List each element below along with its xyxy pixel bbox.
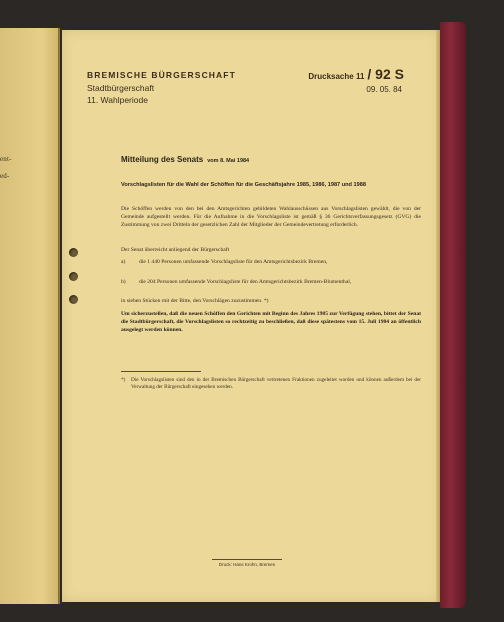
footnote-text: Die Vorschlagslisten sind den in der Bremischen Bürgerschaft vertretenen Fraktionen zugeleitet worden und können außerdem bei der Verwaltung der Bürgerschaft eingesehen werden. (131, 377, 421, 391)
left-page-fragment: ed- (0, 172, 10, 180)
body-paragraph: Die Schöffen werden von den bei den Amtsgerichten gebildeten Wahlausschüssen aus Vorschlagslisten gewählt, die von der Gemeinde aufgestellt werden. Für die Aufnahme in die Vorschlagsliste ist gemäß § 36 Gerichtsverfassungsgesetz (GVG) die Zustimmung von zwei Dritteln der gesetzlichen Zahl der Mitglieder der Gemeindevertretung erforderlich. (121, 206, 421, 228)
document-page (62, 30, 440, 602)
org-name: BREMISCHE BÜRGERSCHAFT (87, 70, 236, 80)
punch-hole (69, 272, 78, 281)
drucksache-label: Drucksache 11 (308, 72, 365, 81)
list-text: die 1 440 Personen umfassende Vorschlagsliste für den Amtsgerichtsbezirk Bremen, (139, 259, 328, 265)
drucksache-id (308, 66, 404, 82)
footnote-rule (121, 371, 201, 372)
left-page-fragment: ent- (0, 155, 12, 163)
body-paragraph: in sieben Stücken mit der Bitte, den Vorschlägen zuzustimmen. *) (121, 298, 269, 304)
election-period: 11. Wahlperiode (87, 95, 148, 105)
chamber-name: Stadtbürgerschaft (87, 83, 155, 93)
notice-date: vom 8. Mai 1984 (207, 158, 250, 164)
drucksache-number: / 92 S (367, 66, 404, 82)
punch-hole (69, 248, 78, 257)
notice-title: Mitteilung des Senats (121, 155, 204, 164)
list-text: die 204 Personen umfassende Vorschlagsliste für den Amtsgerichtsbezirk Bremen-Blumenthal, (139, 279, 352, 285)
list-item (121, 259, 421, 267)
list-item (121, 279, 421, 287)
notice-heading (121, 155, 249, 164)
binder-cover (440, 22, 466, 608)
page-edge (436, 30, 440, 602)
footnote-marker: *) (121, 377, 126, 383)
list-marker: b) (121, 279, 126, 285)
list-marker: a) (121, 259, 126, 265)
body-paragraph-bold: Um sicherzustellen, daß die neuen Schöffen den Gerichten mit Beginn des Jahres 1985 zur Verfügung stehen, bittet der Senat die Stadtbürgerschaft, die Vorschlagslisten so rechtzeitig zu beschließen, daß diese spätestens vom 15. Juli 1984 an öffentlich ausgelegt werden können. (121, 311, 421, 333)
body-paragraph: Der Senat überreicht anliegend der Bürgerschaft (121, 247, 230, 253)
left-page (0, 28, 60, 604)
printer-rule (212, 559, 282, 560)
footnote (121, 377, 421, 392)
punch-hole (69, 295, 78, 304)
printer-imprint: Druck: Hans Krohn, Bremen (218, 562, 276, 567)
document-date: 09. 05. 84 (366, 85, 402, 94)
notice-subject: Vorschlagslisten für die Wahl der Schöffen für die Geschäftsjahre 1985, 1986, 1987 und 1988 (121, 182, 366, 188)
